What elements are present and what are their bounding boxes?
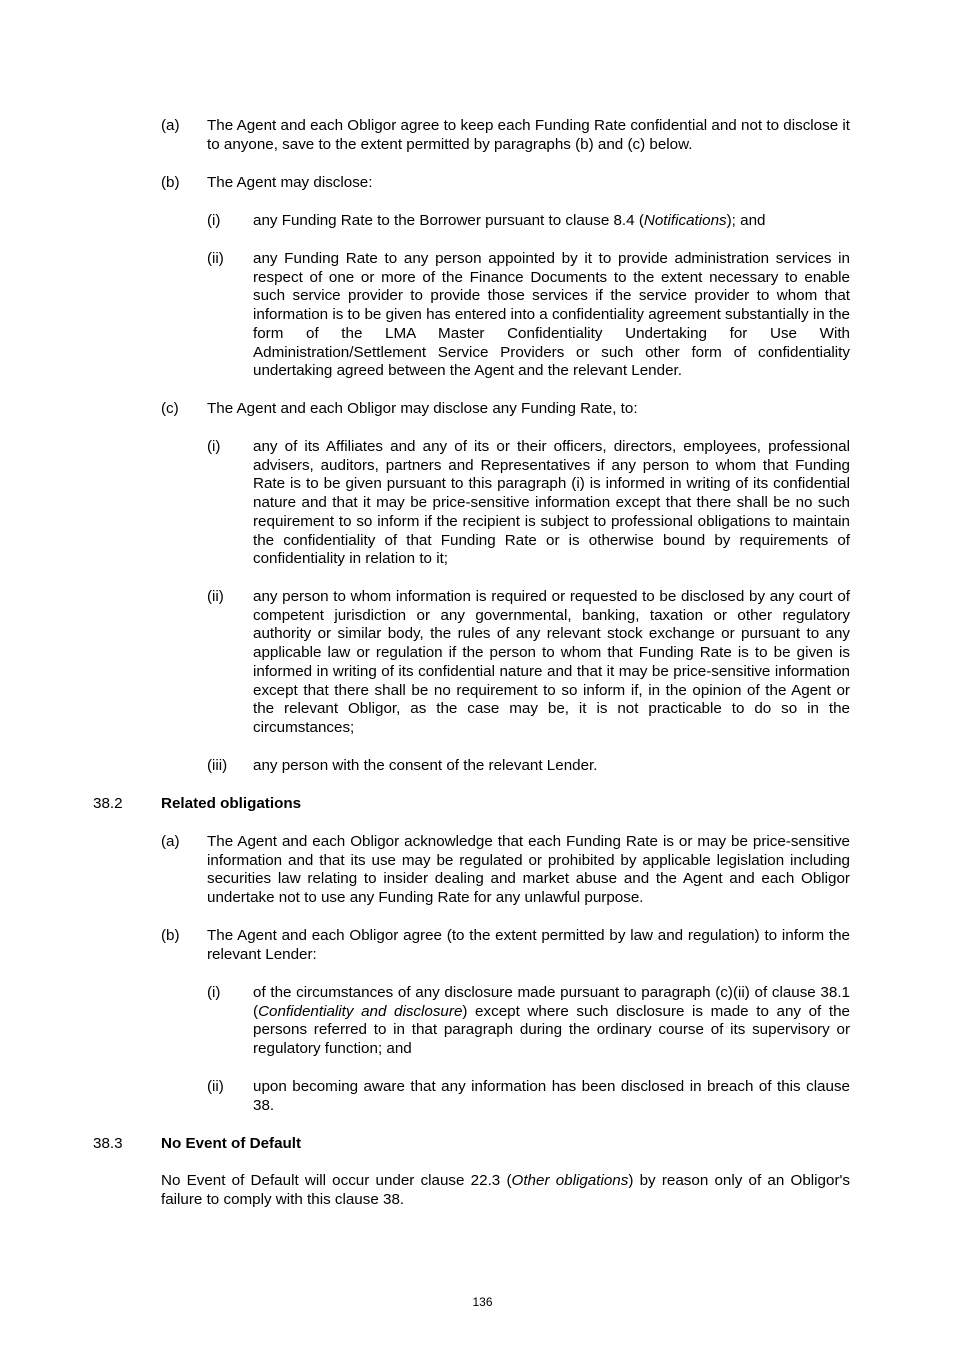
- paragraph-383: No Event of Default will occur under clause 22.3 (Other obligations) by reason only of an Obligor's failure to comply with this clause 38.: [161, 1172, 850, 1208]
- item-label-c-iii: (iii): [207, 757, 228, 774]
- item-label-c-i: (i): [207, 438, 221, 455]
- section-number-38-3: 38.3: [93, 1135, 123, 1152]
- item-label-382-a: (a): [161, 833, 180, 850]
- item-label-382-b-i: (i): [207, 984, 221, 1001]
- item-label-a: (a): [161, 117, 180, 134]
- paragraph-c-iii: any person with the consent of the relevant Lender.: [253, 757, 598, 774]
- item-label-382-b: (b): [161, 927, 180, 944]
- page-number: 136: [472, 1295, 493, 1309]
- paragraph-b-ii: any Funding Rate to any person appointed by it to provide administration services in respect of one or more of the Finance Documents to the extent necessary to enable such service provider to provide those services if the service provider to whom that information is to be given has entered into a confidentiality agreement substantially in the form of the LMA Master Confidentiality Undertaking for Use With Administration/Settlement Service Providers or such other form of confidentiality undertaking agreed between the Agent and the relevant Lender.: [253, 250, 850, 380]
- paragraph-b: The Agent may disclose:: [207, 174, 373, 191]
- paragraph-c-i: any of its Affiliates and any of its or their officers, directors, employees, professional advisers, auditors, partners and Representatives if any person to whom that Funding Rate is to be given pursuant to this paragraph (i) is informed in writing of its confidential nature and that it may be price-sensitive information except that there shall be no such requirement to so inform if the recipient is subject to professional obligations to maintain the confidentiality of that Funding Rate or is otherwise bound by requirements of confidentiality in relation to it;: [253, 438, 850, 568]
- clause-reference: Notifications: [643, 212, 727, 229]
- section-number-38-2: 38.2: [93, 795, 123, 812]
- paragraph-382-a: The Agent and each Obligor acknowledge that each Funding Rate is or may be price-sensitive information and that its use may be regulated or prohibited by applicable legislation including securities law relating to insider dealing and market abuse and the Agent and each Obligor undertake not to use any Funding Rate for any unlawful purpose.: [207, 833, 850, 907]
- item-label-c: (c): [161, 400, 179, 417]
- item-label-c-ii: (ii): [207, 588, 224, 605]
- clause-reference: Other obligations: [511, 1172, 629, 1189]
- paragraph-c-ii: any person to whom information is required or requested to be disclosed by any court of competent jurisdiction or any governmental, banking, taxation or other regulatory authority or similar body, the rules of any relevant stock exchange or pursuant to any applicable law or regulation if the person to whom that Funding Rate is to be given is informed in writing of its confidential nature and that it may be price-sensitive information except that there shall be no requirement to so inform if, in the opinion of the Agent or the relevant Obligor, as the case may be, it is not practicable to do so in the circumstances;: [253, 588, 850, 736]
- item-label-382-b-ii: (ii): [207, 1078, 224, 1095]
- item-label-b-i: (i): [207, 212, 221, 229]
- paragraph-b-i: any Funding Rate to the Borrower pursuant to clause 8.4 (Notifications); and: [253, 212, 766, 229]
- clause-reference: Confidentiality and disclosure: [258, 1002, 463, 1020]
- paragraph-c: The Agent and each Obligor may disclose any Funding Rate, to:: [207, 400, 638, 417]
- section-heading-38-3: No Event of Default: [161, 1135, 302, 1152]
- paragraph-382-b-ii: upon becoming aware that any information has been disclosed in breach of this clause 38.: [253, 1078, 850, 1114]
- section-heading-38-2: Related obligations: [161, 795, 302, 812]
- paragraph-a: The Agent and each Obligor agree to keep each Funding Rate confidential and not to disclose it to anyone, save to the extent permitted by paragraphs (b) and (c) below.: [207, 117, 850, 153]
- item-label-b-ii: (ii): [207, 250, 224, 267]
- item-label-b: (b): [161, 174, 180, 191]
- paragraph-382-b: The Agent and each Obligor agree (to the extent permitted by law and regulation) to inform the relevant Lender:: [207, 927, 850, 963]
- paragraph-382-b-i: of the circumstances of any disclosure made pursuant to paragraph (c)(ii) of clause 38.1 (Confidentiality and disclosure) except where such disclosure is made to any of the persons referred to in that paragraph during the ordinary course of its supervisory or regulatory function; and: [253, 984, 850, 1058]
